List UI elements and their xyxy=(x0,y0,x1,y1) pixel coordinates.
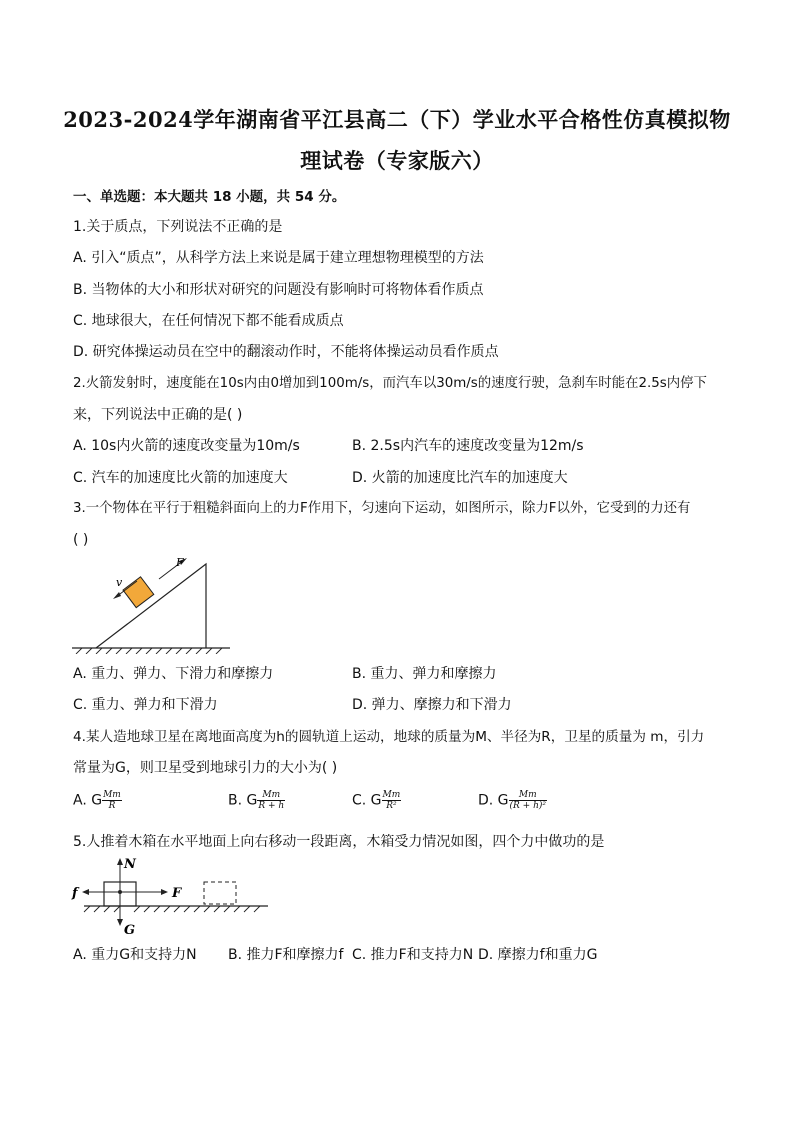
q2-stem-line1: 2.火箭发射时，速度能在10s内由0增加到100m/s，而汽车以30m/s的速度行驶，急刹车时能在2.5s内停下 xyxy=(73,376,707,391)
incline-figure xyxy=(66,552,236,654)
push-force-label: F xyxy=(172,886,182,901)
velocity-label: v xyxy=(116,576,123,589)
q5-option-b: B. 推力F和摩擦力f xyxy=(228,947,344,963)
q3-stem-line1: 3.一个物体在平行于粗糙斜面向上的力F作用下，匀速向下运动，如图所示，除力F以外，它受到的力还有 xyxy=(73,501,691,516)
q3-stem-line2: ( ) xyxy=(73,532,89,548)
q5-option-d: D. 摩擦力f和重力G xyxy=(478,947,598,963)
normal-force-label: N xyxy=(124,857,136,872)
q5-option-a: A. 重力G和支持力N xyxy=(73,947,197,963)
section-heading: 一、单选题：本大题共 18 小题，共 54 分。 xyxy=(73,189,346,205)
ground-hatch xyxy=(76,648,222,654)
q4-option-a: A. G $\frac{Mm}{R}$ xyxy=(73,790,121,811)
force-label: F xyxy=(176,556,184,569)
incline xyxy=(96,564,206,648)
q5-stem: 5.人推着木箱在水平地面上向右移动一段距离，木箱受力情况如图，四个力中做功的是 xyxy=(73,834,605,850)
dashed-box xyxy=(204,882,236,904)
q1-option-b: B. 当物体的大小和形状对研究的问题没有影响时可将物体看作质点 xyxy=(73,282,484,298)
q1-stem: 1.关于质点，下列说法不正确的是 xyxy=(73,219,283,235)
q3-option-c: C. 重力、弹力和下滑力 xyxy=(73,697,218,713)
q2-option-d: D. 火箭的加速度比汽车的加速度大 xyxy=(352,470,568,486)
ground-hatch-2 xyxy=(84,906,260,912)
q3-option-a: A. 重力、弹力、下滑力和摩擦力 xyxy=(73,666,274,682)
gravity-label: G xyxy=(124,923,136,936)
q2-option-c: C. 汽车的加速度比火箭的加速度大 xyxy=(73,470,288,486)
q3-option-b: B. 重力、弹力和摩擦力 xyxy=(352,666,497,682)
box-force-figure xyxy=(68,854,274,936)
q2-option-b: B. 2.5s内汽车的速度改变量为12m/s xyxy=(352,438,584,454)
q1-option-c: C. 地球很大，在任何情况下都不能看成质点 xyxy=(73,313,344,329)
q5-option-c: C. 推力F和支持力N xyxy=(352,947,474,963)
q3-option-d: D. 弹力、摩擦力和下滑力 xyxy=(352,697,512,713)
q2-stem-line2: 来，下列说法中正确的是( ) xyxy=(73,407,243,423)
q4-option-b: B. G $\frac{Mm}{R + h}$ xyxy=(228,790,285,811)
exam-title-line1: 2023-2024学年湖南省平江县高二（下）学业水平合格性仿真模拟物 xyxy=(63,107,731,132)
q1-option-a: A. 引入“质点”，从科学方法上来说是属于建立理想物理模型的方法 xyxy=(73,250,484,266)
friction-label: f xyxy=(72,886,78,901)
q4-option-c: C. G $\frac{Mm}{\text{R²}}$ xyxy=(352,790,401,811)
exam-title-line2: 理试卷（专家版六） xyxy=(300,148,494,173)
q2-option-a: A. 10s内火箭的速度改变量为10m/s xyxy=(73,438,300,454)
q4-option-d: D. G $\frac{Mm}{\text{(R + h)²}}$ xyxy=(478,790,546,811)
q4-stem-line2: 常量为G，则卫星受到地球引力的大小为( ) xyxy=(73,760,338,776)
block xyxy=(123,577,154,608)
q4-stem-line1: 4.某人造地球卫星在离地面高度为h的圆轨道上运动，地球的质量为M、半径为R，卫星的质量为 m，引力 xyxy=(73,729,705,745)
q1-option-d: D. 研究体操运动员在空中的翻滚动作时，不能将体操运动员看作质点 xyxy=(73,344,499,360)
